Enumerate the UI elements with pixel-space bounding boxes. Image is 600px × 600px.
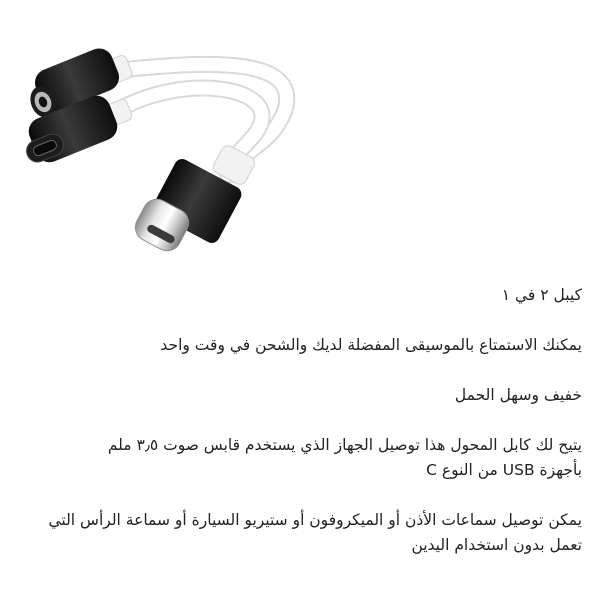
usb-c-plug-connector <box>130 143 256 255</box>
feature-compatibility-line-2: تعمل بدون استخدام اليدين <box>411 536 582 554</box>
feature-adapter-line-1: يتيح لك كابل المحول هذا توصيل الجهاز الذي يستخدم قابس صوت ٣٫٥ ملم <box>107 436 582 454</box>
feature-compatibility <box>20 508 582 558</box>
description-title: كيبل ٢ في ١ <box>501 286 582 304</box>
product-description <box>20 283 582 558</box>
feature-compatibility-line-1: يمكن توصيل سماعات الأذن أو الميكروفون أو ستيريو السيارة أو سماعة الرأس التي <box>48 511 582 529</box>
product-image <box>0 0 310 280</box>
feature-simultaneous-charging: يمكنك الاستمتاع بالموسيقى المفضلة لديك والشحن في وقت واحد <box>160 336 582 354</box>
feature-adapter <box>20 433 582 483</box>
cable-wires <box>118 64 287 175</box>
feature-adapter-line-2: بأجهزة USB من النوع C <box>426 461 582 479</box>
feature-portable: خفيف وسهل الحمل <box>454 386 582 404</box>
